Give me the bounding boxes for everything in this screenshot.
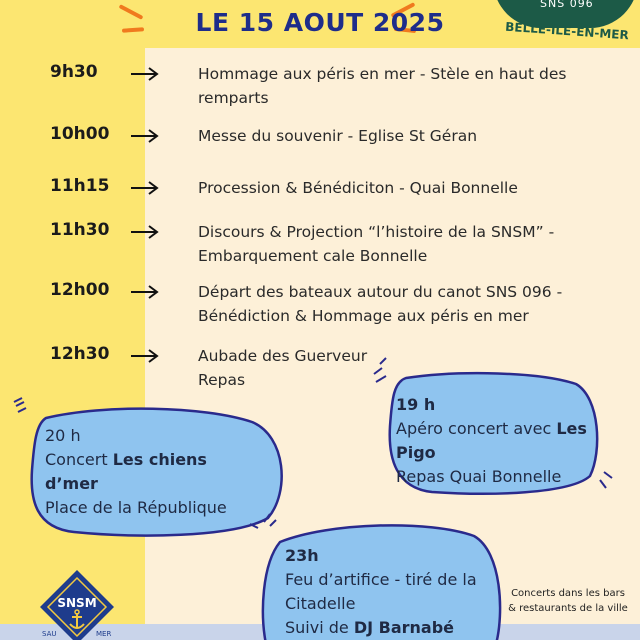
snsm-logo-graphic — [22, 568, 132, 640]
schedule-description-line: Procession & Bénédiciton - Quai Bonnelle — [198, 179, 518, 197]
schedule-description-line: Repas — [198, 371, 246, 389]
right-arrow-icon — [130, 66, 160, 85]
footnote-line: Concerts dans les bars — [511, 588, 625, 599]
event-bubble-23h — [260, 518, 500, 640]
event-time: 20 h — [45, 426, 81, 445]
footnote — [498, 586, 638, 616]
event-location: Citadelle — [285, 594, 356, 613]
schedule-time: 12h30 — [50, 344, 110, 364]
yellow-side-band — [0, 0, 145, 640]
event-location: Repas Quai Bonnelle — [396, 467, 562, 486]
right-arrow-icon — [130, 224, 160, 243]
schedule-time: 9h30 — [50, 62, 98, 82]
bubble-text-23h — [285, 544, 477, 640]
band-name: Pigo — [396, 443, 436, 462]
schedule-time: 12h00 — [50, 280, 110, 300]
event-text: Suivi de — [285, 618, 354, 637]
bubble-text-19h — [396, 393, 587, 489]
schedule-time: 10h00 — [50, 124, 110, 144]
event-text: Feu d’artifice - tiré de la — [285, 570, 477, 589]
event-time: 19 h — [396, 395, 436, 414]
schedule-description-line: Embarquement cale Bonnelle — [198, 247, 428, 265]
footnote-line: & restaurants de la ville — [508, 603, 628, 614]
right-arrow-icon — [130, 284, 160, 303]
schedule-description-line: Bénédiction & Hommage aux péris en mer — [198, 307, 529, 325]
schedule-description-line: remparts — [198, 89, 269, 107]
band-name: Les — [556, 419, 587, 438]
snsm-logo — [22, 568, 132, 640]
logo-partial-text: MER — [96, 630, 112, 638]
logo-text: SNSM — [57, 596, 97, 610]
schedule-time: 11h15 — [50, 176, 110, 196]
right-arrow-icon — [130, 348, 160, 367]
event-time: 23h — [285, 546, 319, 565]
page-title: LE 15 AOUT 2025 — [195, 8, 445, 37]
schedule-description-line: Hommage aux péris en mer - Stèle en haut des — [198, 65, 567, 83]
schedule-description-line: Discours & Projection “l’histoire de la SNSM” - — [198, 223, 555, 241]
event-bubble-20h — [14, 400, 284, 540]
event-text: Apéro concert avec — [396, 419, 557, 438]
schedule-description — [198, 176, 618, 200]
badge-boat-number: SNS 096 — [540, 0, 594, 10]
schedule-description — [198, 124, 618, 148]
right-arrow-icon — [130, 180, 160, 199]
event-location: Place de la République — [45, 498, 227, 517]
badge-location: BELLE-ÎLE-EN-MER — [504, 19, 630, 43]
schedule-description — [198, 280, 618, 328]
schedule-description-line: Messe du souvenir - Eglise St Géran — [198, 127, 478, 145]
schedule-description — [198, 62, 618, 110]
schedule-description-line: Départ des bateaux autour du canot SNS 096 - — [198, 283, 563, 301]
band-name: Les chiens — [112, 450, 207, 469]
logo-partial-text: SAU — [42, 630, 57, 638]
dj-name: DJ Barnabé — [353, 618, 455, 637]
event-text: Concert — [45, 450, 113, 469]
schedule-description-line: Aubade des Guerveur — [198, 347, 368, 365]
schedule-description — [198, 220, 618, 268]
right-arrow-icon — [130, 128, 160, 147]
bubble-text-20h — [45, 424, 227, 520]
event-bubble-19h — [380, 368, 606, 498]
schedule-time: 11h30 — [50, 220, 110, 240]
band-name: d’mer — [45, 474, 98, 493]
